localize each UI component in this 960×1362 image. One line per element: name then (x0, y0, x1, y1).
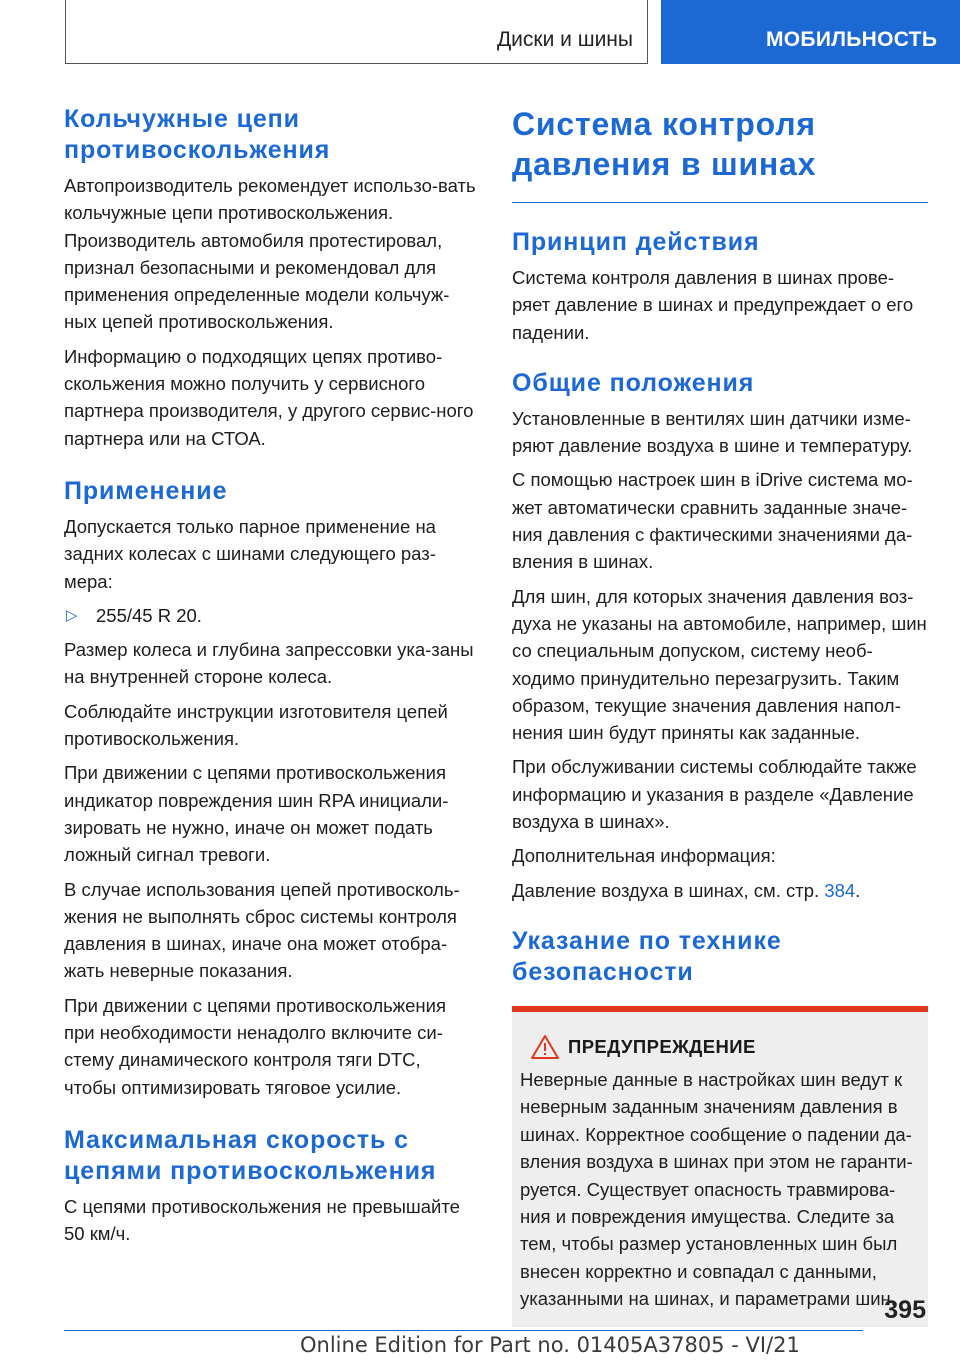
usage-paragraph-3: Соблюдайте инструкции изготовителя цепей противоскольжения. (64, 700, 448, 750)
usage-paragraph-2: Размер колеса и глубина запрессовки ука-заны на внутренней стороне колеса. (64, 639, 474, 688)
chains-heading: Кольчужные цепи противоскольжения (64, 105, 331, 164)
max-speed-heading: Максимальная скорость с цепями противоскольжения (64, 1125, 437, 1185)
general-heading: Общие положения (512, 368, 755, 397)
general-paragraph-5: Дополнительная информация: (512, 845, 776, 867)
header-tab-title: Диски и шины (496, 28, 633, 51)
page-number: 395 (884, 1296, 926, 1324)
bullet-triangle-icon: ▷ (66, 606, 78, 624)
reference-text: Давление воздуха в шинах, см. стр. (512, 879, 825, 901)
usage-paragraph-1: Допускается только парное применение на задних колесах с шинами следующего раз-мера: (64, 515, 436, 592)
tpms-main-heading: Система контроля давления в шинах (512, 106, 817, 182)
warning-box (512, 1006, 928, 1327)
general-paragraph-3: Для шин, для которых значения давления воз-духа не указаны на автомобиле, например, шин со специальным допуском, систему необ-ходимо принудительно перезагрузить. Таким образом, текущие значения давления напол-нения шин будут приняты как заданные. (512, 585, 927, 744)
principle-heading: Принцип действия (512, 228, 760, 256)
usage-paragraph-5: В случае использования цепей противосколь-жения не выполнять сброс системы контроля давления в шинах, иначе она может отобра-жать неверные показания. (64, 878, 460, 982)
chains-paragraph-2: Информацию о подходящих цепях противо-скольжения можно получить у сервисного партнера производителя, у другого сервис-ного партнера или на СТОА. (64, 345, 474, 449)
left-column (64, 104, 476, 1248)
warning-text: Неверные данные в настройках шин ведут к неверным заданным значениям давления в шинах. Корректное сообщение о падении да-вления воздуха в шинах при этом не гаранти-руется. Существует опасность травмирова-ния и повреждения имущества. Следите за тем, чтобы размер установленных шин был внесен корректно и совпадал с данными, указанными на шинах, и параметрами шин. (520, 1068, 913, 1310)
principle-paragraph: Система контроля давления в шинах прове-ряет давление в шинах и предупреждает о его падении. (512, 267, 914, 343)
header-tab (65, 0, 648, 64)
tire-size-text: 255/45 R 20. (96, 604, 202, 626)
page-reference-link[interactable]: 384 (824, 879, 856, 901)
warning-triangle-icon (530, 1034, 560, 1060)
edition-footer: Online Edition for Part no. 01405A37805 - VI/21 (300, 1333, 800, 1357)
usage-heading: Применение (64, 476, 228, 505)
warning-header (520, 1034, 920, 1060)
chains-paragraph-1: Автопроизводитель рекомендует использо-вать кольчужные цепи противоскольжения. Производитель автомобиля протестировал, признал безопасными и рекомендовал для применения определенные модели кольчуж-ных цепей противоскольжения. (64, 175, 476, 333)
usage-paragraph-4: При движении с цепями противоскольжения индикатор повреждения шин RPA инициали-зировать не нужно, иначе он может подать ложный сигнал тревоги. (64, 762, 449, 866)
general-paragraph-6 (512, 877, 928, 904)
header-section-banner (661, 0, 960, 64)
warning-title: ПРЕДУПРЕЖДЕНИЕ (568, 1035, 756, 1057)
general-paragraph-2: С помощью настроек шин в iDrive система мо-жет автоматически сравнить заданные значе-ния давления с фактическими значениями да-вления в шинах. (512, 469, 913, 573)
right-column (512, 104, 928, 1327)
general-paragraph-4: При обслуживании системы соблюдайте также информацию и указания в разделе «Давление воздуха в шинах». (512, 756, 917, 833)
list-item (64, 602, 476, 629)
usage-paragraph-6: При движении с цепями противоскольжения при необходимости ненадолго включите си-стему динамического контроля тяги DTC, чтобы оптимизировать тяговое усилие. (64, 994, 447, 1098)
header-section-title: МОБИЛЬНОСТЬ (766, 28, 938, 51)
reference-end: . (855, 879, 861, 901)
max-speed-paragraph: С цепями противоскольжения не превышайте 50 км/ч. (64, 1195, 460, 1245)
general-paragraph-1: Установленные в вентилях шин датчики изме-ряют давление воздуха в шине и температуру. (512, 407, 913, 457)
safety-heading: Указание по технике безопасности (512, 926, 782, 986)
